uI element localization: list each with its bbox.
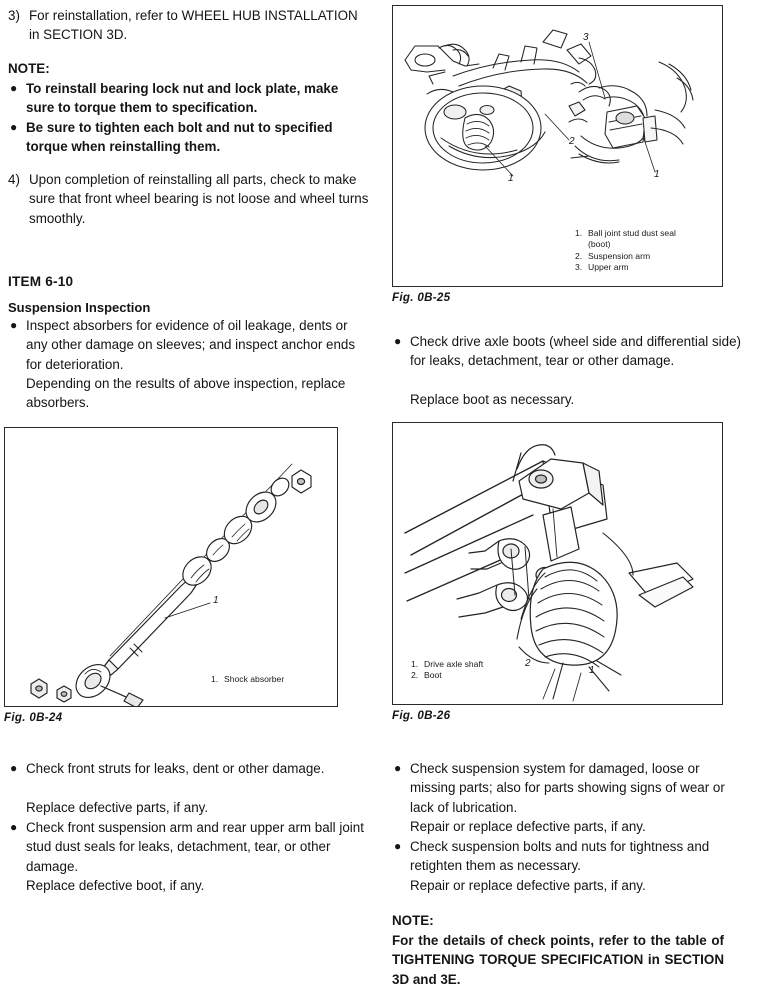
legend-item bbox=[411, 659, 561, 670]
figure-0b-25-callout-1: 1 bbox=[508, 173, 514, 184]
check-struts-sub: Replace defective parts, if any. bbox=[26, 800, 209, 815]
step-4-text: Upon completion of reinstalling all parts, check to make sure that front wheel bearing is not loose and wheel turns smoothly. bbox=[29, 172, 369, 226]
legend-text: Ball joint stud dust seal bbox=[588, 228, 676, 238]
figure-0b-26-legend bbox=[411, 659, 561, 682]
note-bullet-1 bbox=[8, 79, 366, 118]
bullet-dot-icon: ● bbox=[394, 334, 402, 348]
check-ball-joint-sub: Replace defective boot, if any. bbox=[26, 878, 205, 893]
figure-0b-24-legend bbox=[211, 674, 331, 685]
bullet-dot-icon: ● bbox=[10, 761, 18, 775]
step-3 bbox=[8, 6, 369, 45]
figure-0b-25-callout-1b: 1 bbox=[654, 169, 660, 180]
check-struts-bullet bbox=[8, 759, 366, 778]
note-label-right: NOTE: bbox=[392, 913, 434, 928]
legend-text: Drive axle shaft bbox=[424, 659, 484, 669]
figure-0b-24-caption: Fig. 0B-24 bbox=[4, 711, 63, 724]
note-bullet-2 bbox=[8, 118, 366, 157]
step-3-number: 3) bbox=[8, 8, 20, 23]
figure-0b-25-caption: Fig. 0B-25 bbox=[392, 291, 451, 304]
step-4-number: 4) bbox=[8, 172, 20, 187]
inspect-absorbers-main: Inspect absorbers for evidence of oil leakage, dents or any other damage on sleeves; and inspect anchor ends for deterioration. bbox=[26, 318, 356, 372]
figure-0b-26-callout-1: 1 bbox=[589, 665, 595, 676]
bullet-dot-icon: ● bbox=[10, 820, 18, 834]
legend-number: 1. bbox=[411, 659, 419, 669]
figure-0b-24 bbox=[4, 427, 338, 707]
check-bolts-nuts-bullet bbox=[392, 837, 742, 876]
check-drive-axle-sub: Replace boot as necessary. bbox=[410, 392, 575, 407]
figure-0b-25 bbox=[392, 5, 723, 287]
note-label-left: NOTE: bbox=[8, 61, 50, 76]
inspect-absorbers-sub: Depending on the results of above inspection, replace absorbers. bbox=[26, 376, 346, 411]
note-bullet-1-text: To reinstall bearing lock nut and lock plate, make sure to torque them to specification. bbox=[26, 81, 339, 116]
check-drive-axle-main: Check drive axle boots (wheel side and differential side) for leaks, detachment, tear or other damage. bbox=[410, 334, 741, 369]
figure-0b-26 bbox=[392, 422, 723, 705]
figure-0b-26-callout-2: 2 bbox=[525, 658, 531, 669]
bullet-dot-icon: ● bbox=[10, 81, 18, 95]
inspect-absorbers-bullet bbox=[8, 316, 366, 374]
figure-0b-25-callout-3: 3 bbox=[583, 32, 589, 43]
note-text-right: For the details of check points, refer to the table of TIGHTENING TORQUE SPECIFICATION in SECTION 3D and 3E. bbox=[392, 933, 724, 987]
legend-number: 2. bbox=[575, 250, 583, 261]
legend-number: 1. bbox=[211, 674, 219, 684]
legend-text: Upper arm bbox=[588, 262, 629, 273]
bullet-dot-icon: ● bbox=[10, 120, 18, 134]
shock-absorber-diagram bbox=[5, 428, 338, 707]
figure-0b-25-callout-2: 2 bbox=[569, 136, 575, 147]
legend-item bbox=[411, 670, 561, 681]
check-suspension-system-main: Check suspension system for damaged, loose or missing parts; also for parts showing signs of wear or lack of lubrication. bbox=[410, 761, 725, 815]
check-struts-main: Check front struts for leaks, dent or other damage. bbox=[26, 761, 325, 776]
legend-text: Suspension arm bbox=[588, 250, 651, 261]
legend-text: Shock absorber bbox=[224, 674, 285, 684]
check-drive-axle-bullet bbox=[392, 332, 742, 371]
legend-number: 1. bbox=[575, 228, 583, 238]
legend-item bbox=[211, 674, 331, 685]
step-4 bbox=[8, 170, 369, 228]
check-bolts-nuts-sub: Repair or replace defective parts, if any. bbox=[410, 878, 646, 893]
legend-number: 2. bbox=[411, 670, 419, 681]
legend-number: 3. bbox=[575, 262, 583, 273]
bullet-dot-icon: ● bbox=[10, 318, 18, 332]
legend-item bbox=[575, 251, 720, 262]
bullet-dot-icon: ● bbox=[394, 839, 402, 853]
legend-item bbox=[575, 228, 720, 239]
legend-subtext: (boot) bbox=[588, 239, 611, 250]
legend-text: Boot bbox=[424, 670, 442, 681]
check-suspension-system-bullet bbox=[392, 759, 742, 817]
figure-0b-26-caption: Fig. 0B-26 bbox=[392, 709, 451, 722]
check-ball-joint-bullet bbox=[8, 818, 366, 876]
figure-0b-24-callout-1: 1 bbox=[213, 595, 219, 606]
step-3-text: For reinstallation, refer to WHEEL HUB INSTALLATION in SECTION 3D. bbox=[29, 8, 358, 43]
item-subheading: Suspension Inspection bbox=[8, 300, 151, 315]
item-heading: ITEM 6-10 bbox=[8, 274, 74, 289]
check-suspension-system-sub: Repair or replace defective parts, if any. bbox=[410, 819, 646, 834]
check-bolts-nuts-main: Check suspension bolts and nuts for tightness and retighten them as necessary. bbox=[410, 839, 710, 874]
figure-0b-25-legend bbox=[575, 228, 720, 274]
check-ball-joint-main: Check front suspension arm and rear upper arm ball joint stud dust seals for leaks, detachment, tear, or other damage. bbox=[26, 820, 364, 874]
bullet-dot-icon: ● bbox=[394, 761, 402, 775]
note-bullet-2-text: Be sure to tighten each bolt and nut to specified torque when reinstalling them. bbox=[26, 120, 333, 155]
legend-item bbox=[575, 262, 720, 273]
